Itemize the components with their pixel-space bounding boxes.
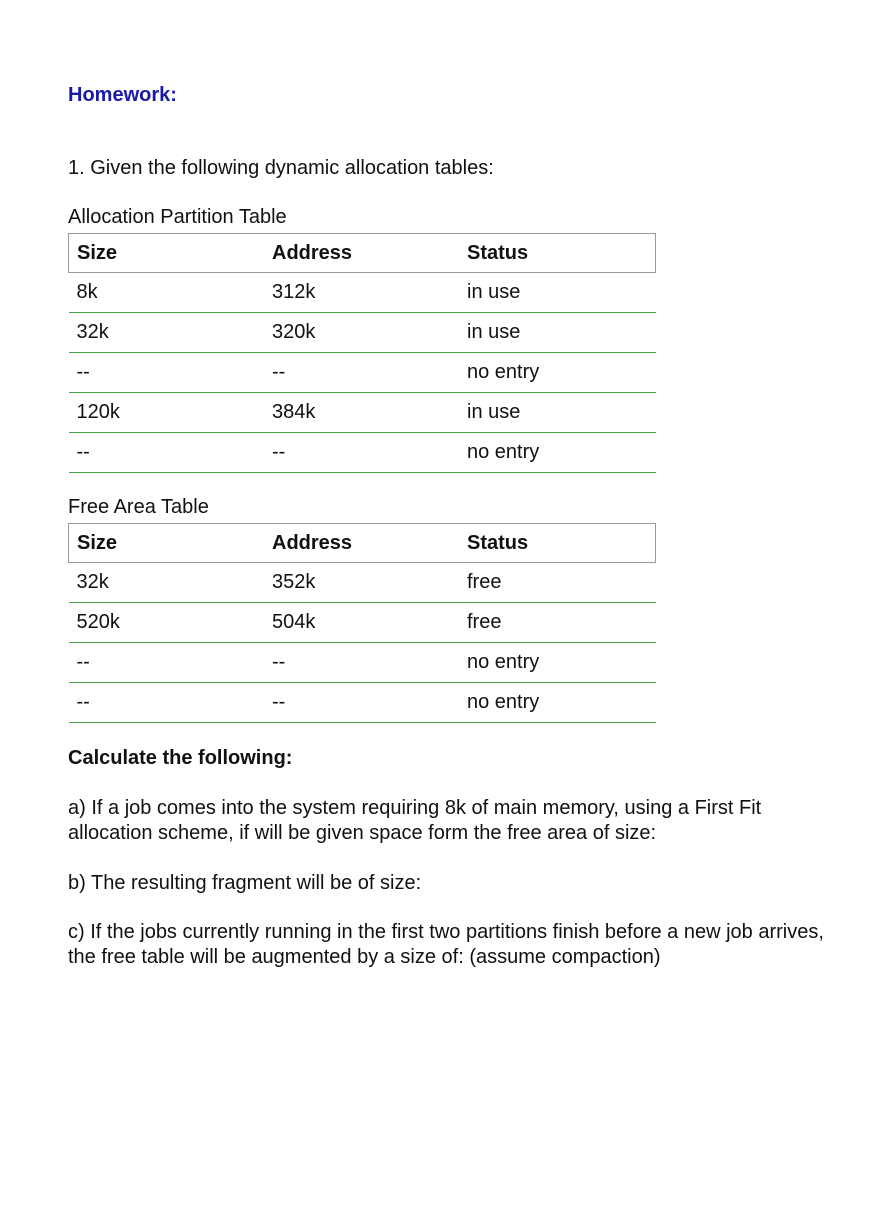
column-header-size: Size xyxy=(77,531,118,554)
cell-address: 384k xyxy=(272,401,316,423)
cell-status: no entry xyxy=(467,651,540,673)
table-row xyxy=(69,353,656,393)
free-table-caption: Free Area Table xyxy=(68,496,209,518)
free-area-table xyxy=(68,523,656,723)
cell-status: no entry xyxy=(467,691,540,713)
cell-size: -- xyxy=(76,691,90,713)
question-part-c: c) If the jobs currently running in the first two partitions finish before a new job arrives, the free table will be augmented by a size of: (assume compaction) xyxy=(68,921,824,968)
column-header-address: Address xyxy=(272,531,353,554)
question-part-b: b) The resulting fragment will be of size: xyxy=(68,872,422,894)
table-row xyxy=(69,643,656,683)
cell-status: no entry xyxy=(467,361,540,383)
cell-status: no entry xyxy=(467,441,540,463)
table-row xyxy=(69,563,656,603)
cell-address: 312k xyxy=(272,281,316,303)
cell-size: 32k xyxy=(76,571,109,593)
cell-status: free xyxy=(467,571,502,593)
cell-size: -- xyxy=(76,361,90,383)
cell-status: free xyxy=(467,611,502,633)
cell-size: 520k xyxy=(76,611,120,633)
homework-heading: Homework: xyxy=(68,84,177,106)
cell-size: 32k xyxy=(76,321,109,343)
column-header-size: Size xyxy=(77,241,118,264)
table-row xyxy=(69,273,656,313)
table-row xyxy=(69,393,656,433)
cell-address: 352k xyxy=(272,571,316,593)
table-header-row xyxy=(69,524,656,563)
cell-address: -- xyxy=(272,691,286,713)
cell-address: 504k xyxy=(272,611,316,633)
cell-size: 120k xyxy=(76,401,120,423)
table-header-row xyxy=(69,234,656,273)
cell-address: 320k xyxy=(272,321,316,343)
cell-size: 8k xyxy=(76,281,98,303)
column-header-status: Status xyxy=(467,531,529,554)
column-header-status: Status xyxy=(467,241,529,264)
cell-address: -- xyxy=(272,361,286,383)
cell-size: -- xyxy=(76,651,90,673)
table-row xyxy=(69,683,656,723)
question-1: 1. Given the following dynamic allocation tables: xyxy=(68,157,494,179)
column-header-address: Address xyxy=(272,241,353,264)
question-part-a: a) If a job comes into the system requiring 8k of main memory, using a First Fit allocation scheme, if will be given space form the free area of size: xyxy=(68,797,762,844)
cell-address: -- xyxy=(272,441,286,463)
cell-size: -- xyxy=(76,441,90,463)
cell-status: in use xyxy=(467,321,521,343)
calculate-heading: Calculate the following: xyxy=(68,747,293,769)
cell-address: -- xyxy=(272,651,286,673)
table-row xyxy=(69,313,656,353)
cell-status: in use xyxy=(467,401,521,423)
cell-status: in use xyxy=(467,281,521,303)
allocation-partition-table xyxy=(68,233,656,473)
table-row xyxy=(69,603,656,643)
table-row xyxy=(69,433,656,473)
allocation-table-caption: Allocation Partition Table xyxy=(68,206,287,228)
